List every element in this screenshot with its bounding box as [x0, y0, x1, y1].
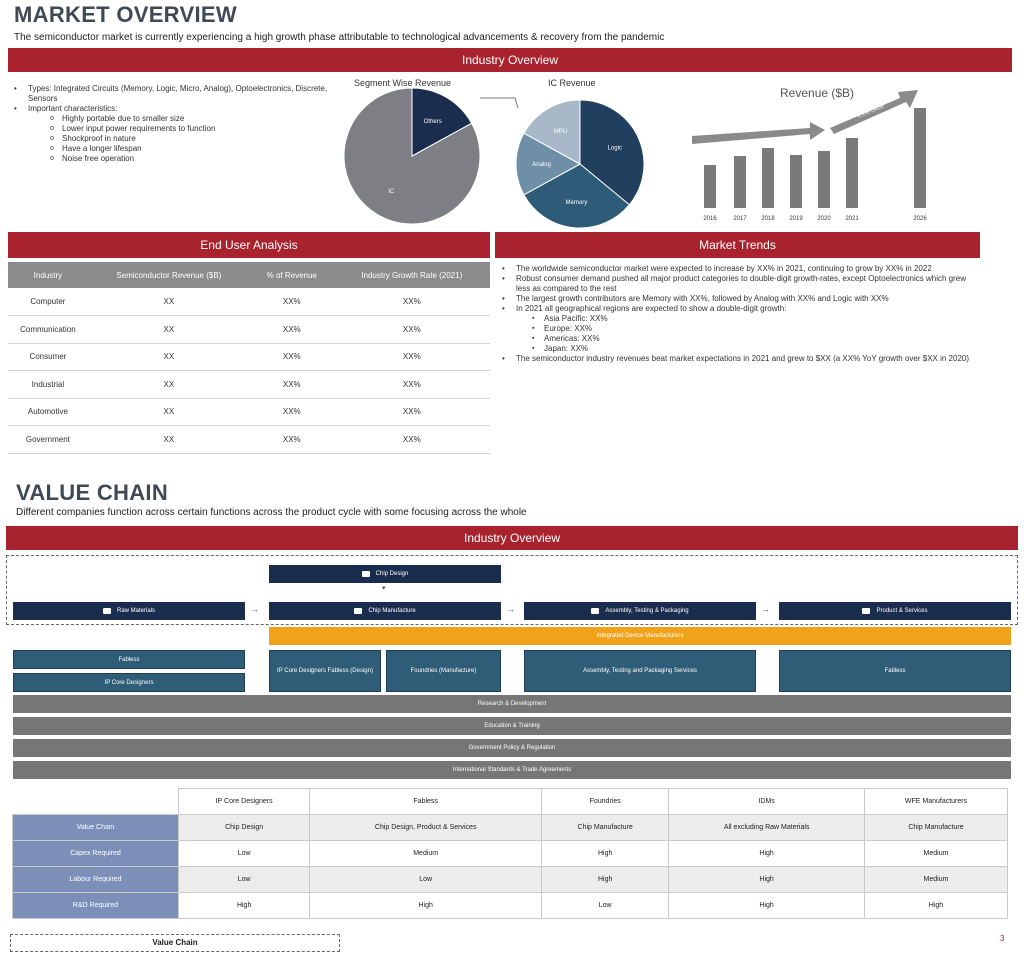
market-subtitle: The semiconductor market is currently experiencing a high growth phase attributable to technological advancements & recovery from the pandemic	[14, 32, 665, 43]
region-item: ▪ Americas: XX%	[498, 334, 978, 344]
column-header: Industry Growth Rate (2021)	[334, 262, 490, 288]
region-item: ▪ Japan: XX%	[498, 344, 978, 354]
table-row	[13, 893, 1008, 919]
table-cell: XX%	[250, 371, 334, 399]
laptop-icon	[862, 608, 870, 614]
pie-slice-label: Memory	[565, 200, 588, 207]
table-cell: Computer	[8, 288, 88, 316]
table-cell: High	[865, 893, 1008, 919]
tick-label: 2018	[761, 216, 775, 222]
table-cell: Consumer	[8, 343, 88, 371]
arrow-right-icon: →	[506, 604, 515, 614]
table-cell: High	[310, 893, 542, 919]
trend-bullet: • The semiconductor industry revenues beat market expectations in 2021 and grew to $XX (a XX% YoY growth over $XX in 2020)	[498, 354, 978, 364]
trend-bullet: • Robust consumer demand pushed all major product categories to double-digit growth-rates, except Optoelectronics which grew less as compared to the rest	[498, 274, 978, 294]
table-cell: XX	[88, 371, 250, 399]
table-cell: Chip Design	[179, 815, 310, 841]
table-cell: All excluding Raw Materials	[669, 815, 865, 841]
arrow-right-icon: →	[250, 604, 259, 614]
chip-icon	[362, 571, 370, 577]
table-row	[8, 288, 490, 316]
pie-slice-label: MPU	[553, 128, 568, 135]
table-cell: XX	[88, 426, 250, 454]
value-chain-title: VALUE CHAIN	[16, 480, 169, 505]
table-cell: Automotive	[8, 398, 88, 426]
table-row	[13, 867, 1008, 893]
stage-label: Assembly, Testing & Packaging	[605, 608, 689, 614]
tick-label: 2020	[817, 216, 831, 222]
bar	[704, 165, 716, 208]
foundries-box: Foundries (Manufacture)	[386, 650, 501, 692]
table-cell: XX%	[334, 288, 490, 316]
blank-cell	[13, 789, 179, 815]
industry-overview-banner: Industry Overview	[8, 48, 1012, 72]
layer-bar: International Standards & Trade Agreements	[13, 761, 1011, 779]
end-user-banner: End User Analysis	[8, 232, 490, 258]
region-item: ▪ Europe: XX%	[498, 324, 978, 334]
bar	[734, 156, 746, 208]
table-cell: Chip Manufacture	[542, 815, 669, 841]
region-item: ▪ Asia Pacific: XX%	[498, 314, 978, 324]
cagr-arrow-2-label: X.X% CAGR	[856, 103, 886, 120]
row-header: Value Chain	[13, 815, 179, 841]
table-cell: XX	[88, 398, 250, 426]
layer-bar: Government Policy & Regulation	[13, 739, 1011, 757]
layer-bar: Education & Training	[13, 717, 1011, 735]
characteristics-bullet: • Important characteristics:	[10, 104, 340, 114]
table-cell: XX%	[334, 343, 490, 371]
table-cell: Chip Design, Product & Services	[310, 815, 542, 841]
list-item: o Lower input power requirements to function	[10, 124, 340, 134]
bar	[790, 155, 802, 208]
assembly-box	[524, 602, 756, 620]
bar	[914, 108, 926, 208]
table-cell: XX%	[334, 426, 490, 454]
pie-slice-label: Others	[423, 118, 442, 125]
characteristics-list	[10, 84, 340, 164]
page-number: 3	[1000, 934, 1005, 943]
end-user-table	[8, 262, 490, 454]
table-cell: XX%	[334, 316, 490, 344]
stage-label: Raw Materials	[116, 608, 155, 614]
stage-label: Chip Manufacture	[368, 608, 416, 614]
column-header: Industry	[8, 262, 88, 288]
fabless-box-2: Fabless	[779, 650, 1011, 692]
package-icon	[591, 608, 599, 614]
table-cell: XX	[88, 288, 250, 316]
revenue-chart-title: Revenue ($B)	[780, 86, 855, 100]
fabless-box: Fabless	[13, 650, 245, 669]
table-row	[8, 398, 490, 426]
table-cell: Low	[310, 867, 542, 893]
table-cell: Government	[8, 426, 88, 454]
segment-pie	[344, 88, 480, 224]
list-item: o Have a longer lifespan	[10, 144, 340, 154]
bar	[846, 138, 858, 208]
table-cell: High	[179, 893, 310, 919]
market-trends-banner: Market Trends	[495, 232, 980, 258]
products-box	[779, 602, 1011, 620]
trend-bullet: • The largest growth contributors are Memory with XX%, followed by Analog with XX% and Logic with XX%	[498, 294, 978, 304]
column-header: WFE Manufacturers	[865, 789, 1008, 815]
table-cell: Medium	[865, 867, 1008, 893]
table-row	[8, 371, 490, 399]
table-cell: Medium	[865, 841, 1008, 867]
atp-services-box: Assembly, Testing and Packaging Services	[524, 650, 756, 692]
chip-design-label: Chip Design	[375, 571, 409, 577]
table-cell: Low	[179, 841, 310, 867]
down-arrow-icon: ▾	[382, 585, 386, 592]
trend-bullet: • In 2021 all geographical regions are expected to show a double-digit growth:	[498, 304, 978, 314]
types-bullet: • Types: Integrated Circuits (Memory, Logic, Micro, Analog), Optoelectronics, Discrete, Sensors	[10, 84, 340, 104]
ip-core-box: IP Core Designers	[13, 673, 245, 692]
materials-icon	[103, 608, 111, 614]
table-row	[13, 841, 1008, 867]
row-header: R&D Required	[13, 893, 179, 919]
chip-design-box	[269, 565, 501, 583]
pie-slice-label: IC	[388, 189, 395, 196]
trend-bullet: • The worldwide semiconductor market were expected to increase by XX% in 2021, continuing to grow by XX% in 2022	[498, 264, 978, 274]
table-cell: XX%	[334, 398, 490, 426]
connector-line	[480, 98, 518, 108]
column-header: Foundries	[542, 789, 669, 815]
pie-slice-label: Analog	[532, 162, 551, 168]
bar	[762, 148, 774, 208]
tick-label: 2019	[789, 216, 803, 222]
table-row	[8, 343, 490, 371]
table-cell: Low	[542, 893, 669, 919]
table-cell: High	[669, 841, 865, 867]
tick-label: 2016	[703, 216, 717, 222]
table-cell: Communication	[8, 316, 88, 344]
table-cell: Industrial	[8, 371, 88, 399]
bar	[818, 151, 830, 208]
market-trends-list	[498, 264, 978, 364]
ip-fabless-box: IP Core Designers Fabless (Design)	[269, 650, 381, 692]
table-cell: XX%	[334, 371, 490, 399]
revenue-chart	[690, 84, 970, 230]
tick-label: 2017	[733, 216, 747, 222]
table-cell: High	[542, 867, 669, 893]
table-row	[13, 815, 1008, 841]
table-cell: XX	[88, 316, 250, 344]
industry-overview-banner-2: Industry Overview	[6, 526, 1018, 550]
list-item: o Highly portable due to smaller size	[10, 114, 340, 124]
table-cell: High	[669, 893, 865, 919]
cagr-arrow-1-label: X.X% CAGR	[749, 123, 779, 132]
table-cell: XX%	[250, 398, 334, 426]
table-cell: XX	[88, 343, 250, 371]
table-row	[8, 426, 490, 454]
column-header: IDMs	[669, 789, 865, 815]
table-cell: Medium	[310, 841, 542, 867]
column-header: Fabless	[310, 789, 542, 815]
market-title: MARKET OVERVIEW	[14, 2, 237, 27]
table-cell: XX%	[250, 343, 334, 371]
chip-manufacture-box	[269, 602, 501, 620]
table-row	[8, 316, 490, 344]
column-header: % of Revenue	[250, 262, 334, 288]
stage-label: Product & Services	[876, 608, 928, 614]
pie-slice-label: Logic	[607, 145, 622, 152]
row-header: Labour Required	[13, 867, 179, 893]
ic-pie-title: IC Revenue	[548, 78, 596, 88]
tick-label: 2026	[913, 216, 927, 222]
tick-label: 2021	[845, 216, 859, 222]
idm-bar: Integrated Device Manufacturers	[269, 627, 1011, 645]
column-header: Semiconductor Revenue ($B)	[88, 262, 250, 288]
pie-charts	[340, 86, 660, 228]
value-chain-tag: Value Chain	[10, 934, 340, 952]
layer-bar: Research & Development	[13, 695, 1011, 713]
table-cell: High	[542, 841, 669, 867]
segment-pie-title: Segment Wise Revenue	[354, 78, 452, 88]
row-header: Capex Required	[13, 841, 179, 867]
table-cell: Chip Manufacture	[865, 815, 1008, 841]
raw-materials-box	[13, 602, 245, 620]
table-cell: High	[669, 867, 865, 893]
table-cell: Low	[179, 867, 310, 893]
list-item: o Noise free operation	[10, 154, 340, 164]
column-header: IP Core Designers	[179, 789, 310, 815]
value-chain-subtitle: Different companies function across certain functions across the product cycle with some focusing across the whole	[16, 507, 527, 518]
table-cell: XX%	[250, 288, 334, 316]
comparison-table	[12, 788, 1008, 919]
arrow-right-icon: →	[761, 604, 770, 614]
table-cell: XX%	[250, 316, 334, 344]
factory-icon	[354, 608, 362, 614]
list-item: o Shockproof in nature	[10, 134, 340, 144]
table-cell: XX%	[250, 426, 334, 454]
ic-pie	[516, 100, 644, 228]
